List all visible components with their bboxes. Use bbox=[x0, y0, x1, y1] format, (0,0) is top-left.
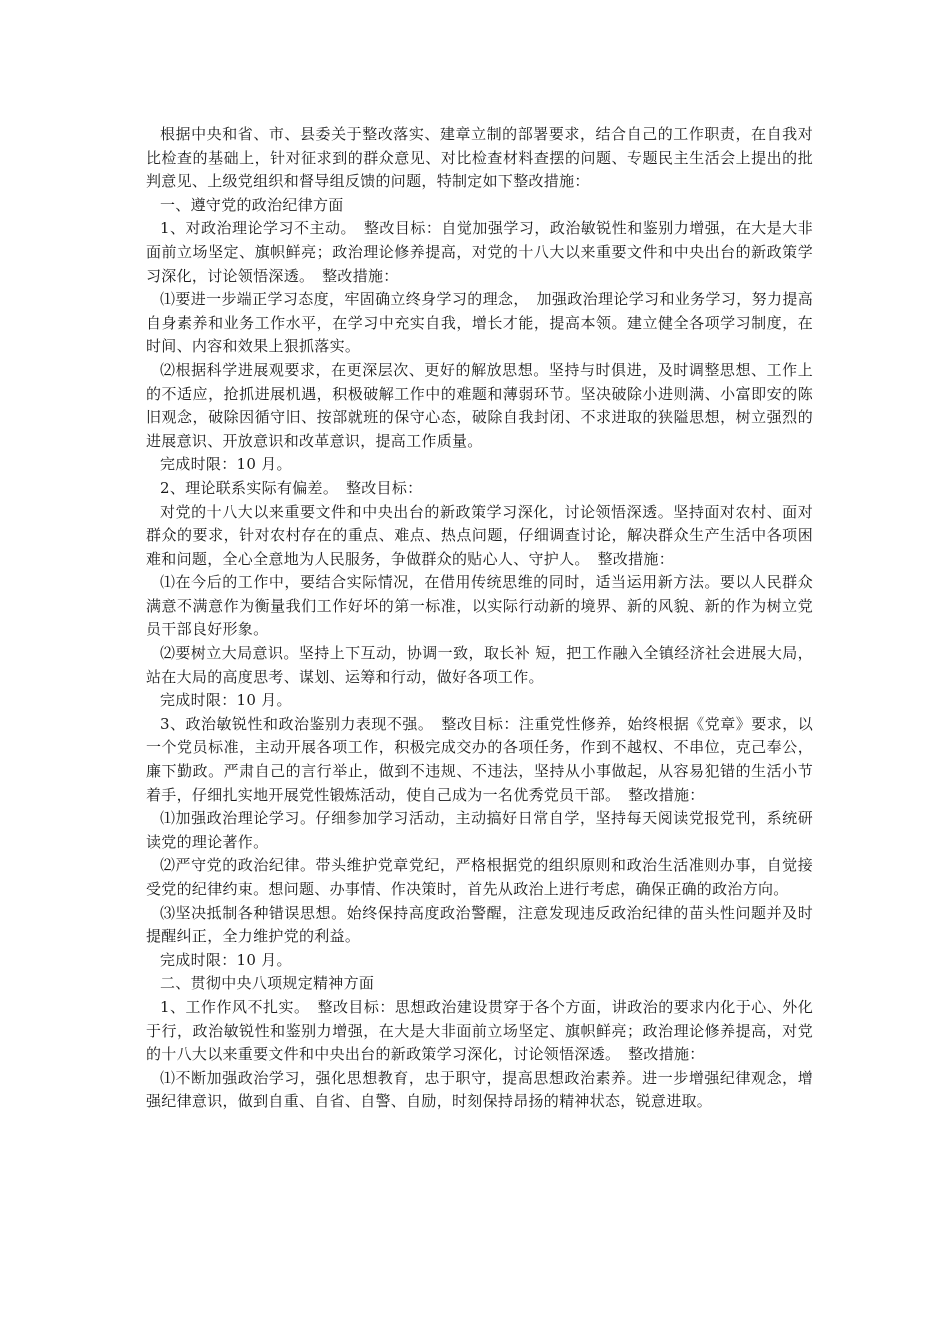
section-heading-1: 一、遵守党的政治纪律方面 bbox=[160, 195, 344, 214]
measure-1-2-1: ⑴在今后的工作中，要结合实际情况，在借用传统思维的同时，适当运用新方法。要以人民群众满意不满意作为衡量我们工作好坏的第一标准，以实际行动新的境界、新的风貌、新的作为树立党员干部良好形象。 bbox=[146, 573, 813, 639]
deadline-1-3: 完成时限：10 月。 bbox=[160, 950, 292, 969]
issue-1-1: 1、对政治理论学习不主动。 整改目标：自觉加强学习，政治敏锐性和鉴别力增强，在大是大非面前立场坚定、旗帜鲜亮；政治理论修养提高，对党的十八大以来重要文件和中央出台的新政策学习深化，讨论领悟深透。 整改措施： bbox=[146, 219, 813, 285]
measure-1-2-2: ⑵要树立大局意识。坚持上下互动，协调一致，取长补 短，把工作融入全镇经济社会进展大局，站在大局的高度思考、谋划、运筹和行动，做好各项工作。 bbox=[146, 644, 813, 686]
measure-1-1-2: ⑵根据科学进展观要求，在更深层次、更好的解放思想。坚持与时俱进，及时调整思想、工作上的不适应，抢抓进展机遇，积极破解工作中的难题和薄弱环节。坚决破除小进则满、小富即安的陈旧观念，破除因循守旧、按部就班的保守心态，破除自我封闭、不求进取的狭隘思想，树立强烈的进展意识、开放意识和改革意识，提高工作质量。 bbox=[146, 360, 813, 450]
intro-paragraph: 根据中央和省、市、县委关于整改落实、建章立制的部署要求，结合自己的工作职责，在自我对比检查的基础上，针对征求到的群众意见、对比检查材料查摆的问题、专题民主生活会上提出的批判意见、上级党组织和督导组反馈的问题，特制定如下整改措施： bbox=[146, 125, 813, 191]
measure-1-1-1: ⑴要进一步端正学习态度，牢固确立终身学习的理念， 加强政治理论学习和业务学习，努力提高自身素养和业务工作水平，在学习中充实自我，增长才能，提高本领。建立健全各项学习制度，在时间、内容和效果上狠抓落实。 bbox=[146, 290, 813, 356]
issue-1-2: 2、理论联系实际有偏差。 整改目标： bbox=[160, 478, 423, 497]
measure-1-3-3: ⑶坚决抵制各种错误思想。始终保持高度政治警醒，注意发现违反政治纪律的苗头性问题并及时提醒纠正，全力维护党的利益。 bbox=[146, 903, 813, 946]
section-heading-2: 二、贯彻中央八项规定精神方面 bbox=[160, 974, 375, 993]
measure-1-3-1: ⑴加强政治理论学习。仔细参加学习活动，主动搞好日常自学，坚持每天阅读党报党刊，系统研读党的理论著作。 bbox=[146, 809, 813, 851]
issue-1-3: 3、政治敏锐性和政治鉴别力表现不强。 整改目标：注重党性修养，始终根据《党章》要求，以一个党员标准，主动开展各项工作，积极完成交办的各项任务，作到不越权、不串位，克己奉公，廉下勤政。严肃自己的言行举止，做到不违规、不违法，坚持从小事做起，从容易犯错的生活小节着手，仔细扎实地开展党性锻炼活动，使自己成为一名优秀党员干部。 整改措施： bbox=[146, 714, 813, 804]
measure-2-1-1: ⑴不断加强政治学习，强化思想教育，忠于职守，提高思想政治素养。进一步增强纪律观念，增强纪律意识，做到自重、自省、自警、自励，时刻保持昂扬的精神状态，锐意进取。 bbox=[146, 1068, 813, 1111]
issue-2-1: 1、工作作风不扎实。 整改目标：思想政治建设贯穿于各个方面，讲政治的要求内化于心、外化于行，政治敏锐性和鉴别力增强，在大是大非面前立场坚定、旗帜鲜亮；政治理论修养提高，对党的十八大以来重要文件和中央出台的新政策学习深化，讨论领悟深透。 整改措施： bbox=[146, 997, 813, 1064]
deadline-1-2: 完成时限：10 月。 bbox=[160, 691, 292, 710]
issue-1-2-target: 对党的十八大以来重要文件和中央出台的新政策学习深化，讨论领悟深透。坚持面对农村、面对群众的要求，针对农村存在的重点、难点、热点问题，仔细调查讨论，解决群众生产生活中各项困难和问题，全心全意地为人民服务，争做群众的贴心人、守护人。 整改措施： bbox=[146, 502, 813, 568]
deadline-1-1: 完成时限：10 月。 bbox=[160, 455, 292, 474]
measure-1-3-2: ⑵严守党的政治纪律。带头维护党章党纪，严格根据党的组织原则和政治生活准则办事，自觉接受党的纪律约束。想问题、办事情、作决策时，首先从政治上进行考虑，确保正确的政治方向。 bbox=[146, 856, 813, 898]
document-body bbox=[146, 123, 813, 1114]
